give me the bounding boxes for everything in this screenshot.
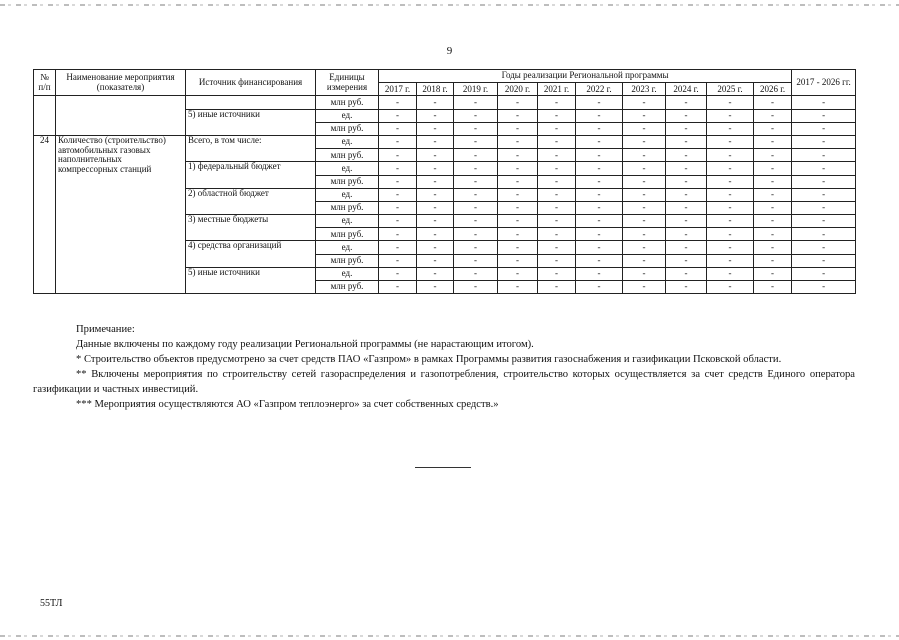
year-value-cell: - xyxy=(417,188,454,201)
year-value-cell: - xyxy=(417,96,454,109)
year-value-cell: - xyxy=(417,175,454,188)
year-value-cell: - xyxy=(576,254,623,267)
year-value-cell: - xyxy=(754,201,792,214)
year-value-cell: - xyxy=(417,135,454,148)
notes-block xyxy=(33,322,855,412)
funding-source: 3) местные бюджеты xyxy=(186,215,316,241)
table-header xyxy=(34,70,856,96)
year-value-cell: - xyxy=(379,215,417,228)
note-paragraph: *** Мероприятия осуществляются АО «Газпром теплоэнерго» за счет собственных средств.» xyxy=(76,399,499,410)
note-paragraph: Данные включены по каждому году реализации Региональной программы (не нарастающим итогом). xyxy=(76,339,534,350)
total-value-cell: - xyxy=(792,162,856,175)
year-value-cell: - xyxy=(666,122,707,135)
year-value-cell: - xyxy=(379,162,417,175)
year-value-cell: - xyxy=(538,267,576,280)
year-value-cell: - xyxy=(498,254,538,267)
note-paragraph: * Строительство объектов предусмотрено за счет средств ПАО «Газпром» в рамках Программы развития газоснабжения и газификации Псковской области. xyxy=(76,354,782,365)
year-value-cell: - xyxy=(623,162,666,175)
year-value-cell: - xyxy=(666,281,707,294)
unit-cell: млн руб. xyxy=(316,281,379,294)
program-table xyxy=(33,69,856,294)
year-value-cell: - xyxy=(454,162,498,175)
scan-edge-top xyxy=(0,4,899,6)
year-value-cell: - xyxy=(576,201,623,214)
year-value-cell: - xyxy=(754,281,792,294)
year-value-cell: - xyxy=(538,241,576,254)
total-value-cell: - xyxy=(792,109,856,122)
year-value-cell: - xyxy=(623,281,666,294)
year-value-cell: - xyxy=(538,162,576,175)
year-value-cell: - xyxy=(666,109,707,122)
funding-source: 5) иные источники xyxy=(186,267,316,293)
measure-name xyxy=(56,96,186,136)
year-value-cell: - xyxy=(666,241,707,254)
year-value-cell: - xyxy=(379,149,417,162)
year-value-cell: - xyxy=(576,215,623,228)
year-value-cell: - xyxy=(576,281,623,294)
year-value-cell: - xyxy=(666,96,707,109)
total-value-cell: - xyxy=(792,188,856,201)
row-number xyxy=(34,96,56,136)
year-value-cell: - xyxy=(707,175,754,188)
year-value-cell: - xyxy=(538,228,576,241)
year-value-cell: - xyxy=(498,122,538,135)
year-value-cell: - xyxy=(666,175,707,188)
funding-source: 2) областной бюджет xyxy=(186,188,316,214)
unit-cell: ед. xyxy=(316,135,379,148)
year-value-cell: - xyxy=(538,254,576,267)
table-body xyxy=(34,96,856,294)
table-row xyxy=(34,135,856,148)
total-value-cell: - xyxy=(792,175,856,188)
year-value-cell: - xyxy=(707,188,754,201)
header-name: Наименование мероприятия (показателя) xyxy=(56,70,186,96)
year-value-cell: - xyxy=(707,162,754,175)
year-value-cell: - xyxy=(707,215,754,228)
year-value-cell: - xyxy=(623,149,666,162)
year-value-cell: - xyxy=(538,175,576,188)
year-value-cell: - xyxy=(538,122,576,135)
year-value-cell: - xyxy=(498,135,538,148)
year-value-cell: - xyxy=(454,201,498,214)
total-value-cell: - xyxy=(792,215,856,228)
year-value-cell: - xyxy=(379,201,417,214)
scan-edge-bottom xyxy=(0,635,899,637)
year-value-cell: - xyxy=(538,281,576,294)
year-value-cell: - xyxy=(379,241,417,254)
document-code: 55ТЛ xyxy=(40,598,63,609)
year-value-cell: - xyxy=(538,135,576,148)
total-value-cell: - xyxy=(792,122,856,135)
year-value-cell: - xyxy=(754,228,792,241)
year-value-cell: - xyxy=(454,281,498,294)
unit-cell: млн руб. xyxy=(316,254,379,267)
header-years-group: Годы реализации Региональной программы xyxy=(379,70,792,83)
year-value-cell: - xyxy=(498,201,538,214)
year-value-cell: - xyxy=(576,122,623,135)
year-value-cell: - xyxy=(454,175,498,188)
year-value-cell: - xyxy=(623,267,666,280)
year-value-cell: - xyxy=(417,109,454,122)
total-value-cell: - xyxy=(792,201,856,214)
year-value-cell: - xyxy=(666,254,707,267)
year-value-cell: - xyxy=(379,281,417,294)
year-value-cell: - xyxy=(498,162,538,175)
unit-cell: млн руб. xyxy=(316,149,379,162)
year-value-cell: - xyxy=(576,149,623,162)
year-value-cell: - xyxy=(454,122,498,135)
year-value-cell: - xyxy=(576,241,623,254)
header-year: 2019 г. xyxy=(454,83,498,96)
year-value-cell: - xyxy=(707,96,754,109)
year-value-cell: - xyxy=(666,201,707,214)
year-value-cell: - xyxy=(417,122,454,135)
unit-cell: ед. xyxy=(316,215,379,228)
year-value-cell: - xyxy=(417,241,454,254)
unit-cell: ед. xyxy=(316,188,379,201)
year-value-cell: - xyxy=(666,215,707,228)
year-value-cell: - xyxy=(623,175,666,188)
year-value-cell: - xyxy=(379,96,417,109)
year-value-cell: - xyxy=(754,122,792,135)
year-value-cell: - xyxy=(454,109,498,122)
year-value-cell: - xyxy=(576,175,623,188)
year-value-cell: - xyxy=(754,135,792,148)
year-value-cell: - xyxy=(707,201,754,214)
header-year: 2017 г. xyxy=(379,83,417,96)
year-value-cell: - xyxy=(417,162,454,175)
year-value-cell: - xyxy=(538,149,576,162)
header-source: Источник финансирования xyxy=(186,70,316,96)
total-value-cell: - xyxy=(792,228,856,241)
year-value-cell: - xyxy=(707,149,754,162)
header-num: № п/п xyxy=(34,70,56,96)
year-value-cell: - xyxy=(417,281,454,294)
year-value-cell: - xyxy=(623,109,666,122)
year-value-cell: - xyxy=(498,267,538,280)
funding-source: 5) иные источники xyxy=(186,109,316,135)
year-value-cell: - xyxy=(707,135,754,148)
year-value-cell: - xyxy=(623,135,666,148)
notes-title: Примечание: xyxy=(76,324,135,335)
year-value-cell: - xyxy=(623,201,666,214)
year-value-cell: - xyxy=(417,228,454,241)
year-value-cell: - xyxy=(379,254,417,267)
year-value-cell: - xyxy=(379,122,417,135)
year-value-cell: - xyxy=(538,201,576,214)
year-value-cell: - xyxy=(454,96,498,109)
year-value-cell: - xyxy=(754,254,792,267)
year-value-cell: - xyxy=(754,96,792,109)
year-value-cell: - xyxy=(623,254,666,267)
year-value-cell: - xyxy=(576,135,623,148)
year-value-cell: - xyxy=(707,267,754,280)
unit-cell: ед. xyxy=(316,267,379,280)
page-number: 9 xyxy=(446,45,453,57)
header-year: 2018 г. xyxy=(417,83,454,96)
year-value-cell: - xyxy=(707,254,754,267)
year-value-cell: - xyxy=(454,241,498,254)
table-row xyxy=(34,96,856,109)
total-value-cell: - xyxy=(792,254,856,267)
year-value-cell: - xyxy=(707,109,754,122)
year-value-cell: - xyxy=(666,228,707,241)
funding-source: 1) федеральный бюджет xyxy=(186,162,316,188)
year-value-cell: - xyxy=(754,267,792,280)
year-value-cell: - xyxy=(498,215,538,228)
year-value-cell: - xyxy=(454,267,498,280)
unit-cell: млн руб. xyxy=(316,96,379,109)
year-value-cell: - xyxy=(454,254,498,267)
year-value-cell: - xyxy=(576,162,623,175)
year-value-cell: - xyxy=(666,267,707,280)
year-value-cell: - xyxy=(754,188,792,201)
unit-cell: ед. xyxy=(316,162,379,175)
year-value-cell: - xyxy=(498,228,538,241)
year-value-cell: - xyxy=(623,228,666,241)
total-value-cell: - xyxy=(792,241,856,254)
year-value-cell: - xyxy=(417,215,454,228)
year-value-cell: - xyxy=(576,109,623,122)
year-value-cell: - xyxy=(538,188,576,201)
year-value-cell: - xyxy=(417,149,454,162)
year-value-cell: - xyxy=(379,135,417,148)
year-value-cell: - xyxy=(417,267,454,280)
year-value-cell: - xyxy=(754,241,792,254)
year-value-cell: - xyxy=(538,96,576,109)
year-value-cell: - xyxy=(707,281,754,294)
unit-cell: млн руб. xyxy=(316,201,379,214)
header-year: 2024 г. xyxy=(666,83,707,96)
header-year: 2020 г. xyxy=(498,83,538,96)
year-value-cell: - xyxy=(666,149,707,162)
year-value-cell: - xyxy=(707,228,754,241)
year-value-cell: - xyxy=(379,188,417,201)
funding-source: 4) средства организаций xyxy=(186,241,316,267)
year-value-cell: - xyxy=(576,188,623,201)
year-value-cell: - xyxy=(576,96,623,109)
header-year: 2021 г. xyxy=(538,83,576,96)
separator-line xyxy=(415,467,471,468)
year-value-cell: - xyxy=(538,215,576,228)
funding-source xyxy=(186,96,316,109)
total-value-cell: - xyxy=(792,267,856,280)
year-value-cell: - xyxy=(623,241,666,254)
total-value-cell: - xyxy=(792,135,856,148)
header-year: 2022 г. xyxy=(576,83,623,96)
total-value-cell: - xyxy=(792,96,856,109)
year-value-cell: - xyxy=(498,188,538,201)
year-value-cell: - xyxy=(754,109,792,122)
year-value-cell: - xyxy=(379,267,417,280)
year-value-cell: - xyxy=(576,228,623,241)
measure-name: Количество (строительство) автомобильных газовых наполнительных компрессорных станций xyxy=(56,135,186,293)
year-value-cell: - xyxy=(454,228,498,241)
note-paragraph: ** Включены мероприятия по строительству сетей газораспределения и газопотребления, строительство которых осуществляется за счет средств Единого оператора газификации и частных инвестиций. xyxy=(33,369,855,395)
year-value-cell: - xyxy=(754,162,792,175)
year-value-cell: - xyxy=(754,149,792,162)
year-value-cell: - xyxy=(538,109,576,122)
year-value-cell: - xyxy=(498,281,538,294)
unit-cell: млн руб. xyxy=(316,122,379,135)
total-value-cell: - xyxy=(792,149,856,162)
year-value-cell: - xyxy=(707,241,754,254)
unit-cell: млн руб. xyxy=(316,228,379,241)
year-value-cell: - xyxy=(498,149,538,162)
year-value-cell: - xyxy=(666,135,707,148)
unit-cell: ед. xyxy=(316,109,379,122)
year-value-cell: - xyxy=(379,228,417,241)
row-number: 24 xyxy=(34,135,56,293)
year-value-cell: - xyxy=(417,254,454,267)
year-value-cell: - xyxy=(454,215,498,228)
year-value-cell: - xyxy=(498,241,538,254)
header-year: 2026 г. xyxy=(754,83,792,96)
year-value-cell: - xyxy=(379,175,417,188)
year-value-cell: - xyxy=(498,109,538,122)
header-year: 2025 г. xyxy=(707,83,754,96)
year-value-cell: - xyxy=(623,96,666,109)
year-value-cell: - xyxy=(454,188,498,201)
unit-cell: млн руб. xyxy=(316,175,379,188)
total-value-cell: - xyxy=(792,281,856,294)
year-value-cell: - xyxy=(707,122,754,135)
year-value-cell: - xyxy=(498,96,538,109)
header-unit: Единицы измерения xyxy=(316,70,379,96)
year-value-cell: - xyxy=(576,267,623,280)
header-total: 2017 - 2026 гг. xyxy=(792,70,856,96)
year-value-cell: - xyxy=(666,162,707,175)
header-year: 2023 г. xyxy=(623,83,666,96)
year-value-cell: - xyxy=(379,109,417,122)
unit-cell: ед. xyxy=(316,241,379,254)
funding-source: Всего, в том числе: xyxy=(186,135,316,161)
year-value-cell: - xyxy=(666,188,707,201)
year-value-cell: - xyxy=(454,135,498,148)
year-value-cell: - xyxy=(623,122,666,135)
year-value-cell: - xyxy=(454,149,498,162)
year-value-cell: - xyxy=(623,215,666,228)
year-value-cell: - xyxy=(754,175,792,188)
year-value-cell: - xyxy=(417,201,454,214)
year-value-cell: - xyxy=(754,215,792,228)
year-value-cell: - xyxy=(498,175,538,188)
year-value-cell: - xyxy=(623,188,666,201)
